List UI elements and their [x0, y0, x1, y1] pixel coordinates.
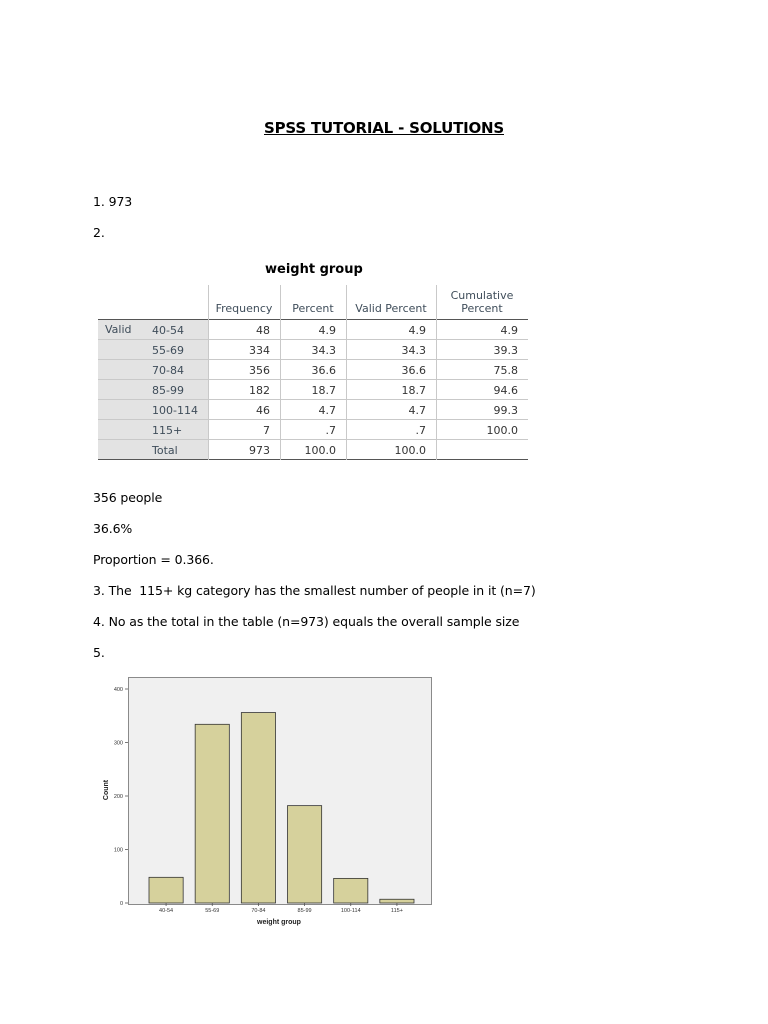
- table-bottom-rule: [98, 459, 528, 460]
- table-cell-vpct: 36.6: [401, 364, 426, 377]
- answer-proportion: Proportion = 0.366.: [93, 552, 214, 567]
- header-frequency: Frequency: [215, 302, 273, 315]
- table-cell-cum: 94.6: [493, 384, 518, 397]
- table-cell-pct: 36.6: [311, 364, 336, 377]
- x-tick-label: 115+: [390, 908, 403, 914]
- table-row: [98, 319, 528, 340]
- table-header: [98, 285, 528, 319]
- table-cell-cat: 115+: [152, 424, 183, 437]
- answer-1: 1. 973: [93, 194, 133, 209]
- x-axis-title: weight group: [257, 919, 301, 926]
- y-tick-label: 200: [113, 794, 123, 800]
- table-cell-cum: 100.0: [486, 424, 518, 437]
- bar-chart-frame: [128, 677, 432, 905]
- table-row: [98, 359, 528, 380]
- table-cell-freq: 334: [249, 344, 270, 357]
- answer-percent: 36.6%: [93, 521, 133, 536]
- table-cell-freq: 46: [256, 404, 270, 417]
- table-cell-cat: Total: [152, 444, 178, 457]
- y-tick-label: 0: [119, 901, 123, 907]
- header-cumulative-line2: Percent: [461, 302, 503, 315]
- table-cell-pct: .7: [325, 424, 336, 437]
- table-cell-pct: 4.9: [318, 324, 336, 337]
- table-row: [98, 379, 528, 400]
- table-cell-cum: 4.9: [500, 324, 518, 337]
- table-cell-freq: 48: [256, 324, 270, 337]
- x-tick-label: 40-54: [159, 908, 174, 914]
- header-valid-percent: Valid Percent: [355, 302, 427, 315]
- table-cell-pct: 34.3: [311, 344, 336, 357]
- table-cell-vpct: 4.9: [408, 324, 426, 337]
- column-divider: [208, 285, 209, 460]
- answer-4: 4. No as the total in the table (n=973) equals the overall sample size: [93, 614, 520, 629]
- table-cell-cat: 85-99: [152, 384, 184, 397]
- header-cumulative-percent: [436, 289, 528, 315]
- header-cumulative-line1: Cumulative: [450, 289, 514, 302]
- table-cell-pct: 4.7: [318, 404, 336, 417]
- table-top-rule: [98, 319, 528, 320]
- table-cell-vpct: .7: [415, 424, 426, 437]
- header-percent: Percent: [292, 302, 334, 315]
- table-cell-freq: 7: [263, 424, 270, 437]
- table-cell-vpct: 34.3: [401, 344, 426, 357]
- table-cell-freq: 973: [249, 444, 270, 457]
- y-axis-title: Count: [103, 779, 110, 801]
- table-cell-pct: 100.0: [304, 444, 336, 457]
- y-tick-label: 400: [113, 687, 123, 693]
- x-tick-label: 100-114: [340, 908, 361, 914]
- column-divider: [436, 285, 437, 460]
- column-divider: [346, 285, 347, 460]
- x-tick-label: 55-69: [205, 908, 220, 914]
- frequency-table-title: weight group: [265, 262, 363, 277]
- page-title: SPSS TUTORIAL - SOLUTIONS: [264, 119, 504, 137]
- y-tick-label: 100: [113, 847, 123, 854]
- table-cell-cum: 39.3: [493, 344, 518, 357]
- x-tick-label: 70-84: [251, 908, 266, 914]
- table-cell-cum: 75.8: [493, 364, 518, 377]
- table-cell-cat: 55-69: [152, 344, 184, 357]
- valid-label: Valid: [105, 323, 132, 336]
- table-cell-freq: 356: [249, 364, 270, 377]
- answer-5-label: 5.: [93, 645, 105, 660]
- table-row: [98, 419, 528, 440]
- table-row: [98, 399, 528, 420]
- table-cell-cum: 99.3: [493, 404, 518, 417]
- table-cell-vpct: 4.7: [408, 404, 426, 417]
- table-row: [98, 439, 528, 460]
- table-cell-vpct: 100.0: [394, 444, 426, 457]
- table-cell-freq: 182: [249, 384, 270, 397]
- table-cell-vpct: 18.7: [401, 384, 426, 397]
- column-divider: [280, 285, 281, 460]
- table-row: [98, 339, 528, 360]
- table-cell-cat: 40-54: [152, 324, 184, 337]
- x-tick-label: 85-99: [297, 908, 312, 914]
- y-tick-label: 300: [113, 740, 123, 747]
- answer-2-label: 2.: [93, 225, 105, 240]
- answer-people: 356 people: [93, 490, 163, 505]
- answer-3: 3. The 115+ kg category has the smallest number of people in it (n=7): [93, 583, 536, 598]
- table-cell-cat: 100-114: [152, 404, 198, 417]
- table-cell-pct: 18.7: [311, 384, 336, 397]
- table-cell-cat: 70-84: [152, 364, 184, 377]
